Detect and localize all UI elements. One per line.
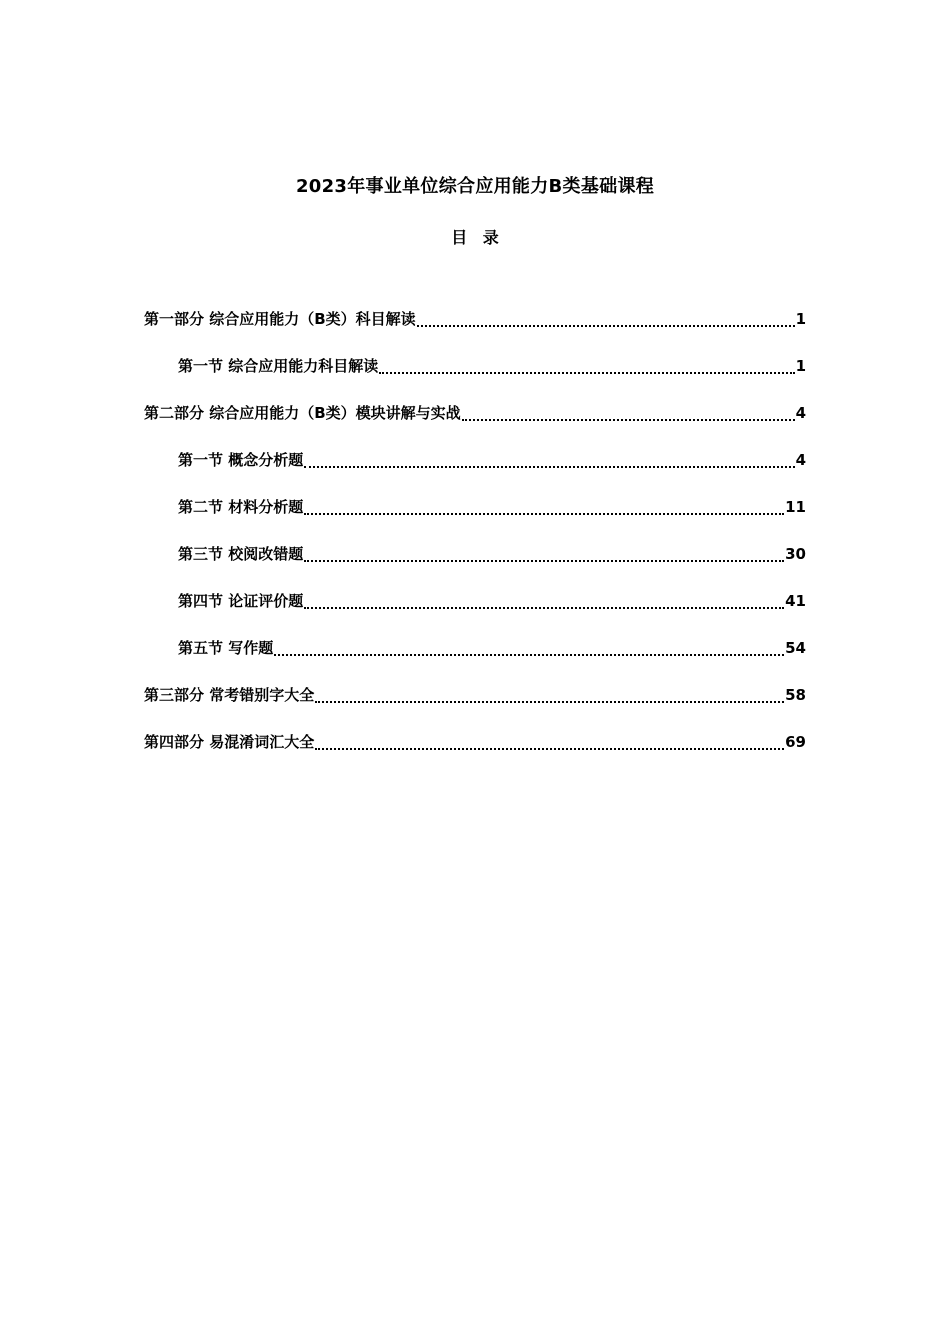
toc-entry-section-2-4[interactable] <box>178 589 806 613</box>
toc-entry-label: 第五节 写作题 <box>178 639 274 657</box>
toc-entry-page: 4 <box>795 451 806 469</box>
toc-entry-page: 30 <box>785 545 806 563</box>
toc-entry-page: 54 <box>785 639 806 657</box>
toc-entry-part-4[interactable] <box>144 730 806 754</box>
toc-entry-page: 1 <box>795 357 806 375</box>
toc-entry-section-2-2[interactable] <box>178 495 806 519</box>
toc-entry-label: 第三节 校阅改错题 <box>178 545 304 563</box>
toc-entry-part-3[interactable] <box>144 683 806 707</box>
toc-entry-label: 第四节 论证评价题 <box>178 592 304 610</box>
toc-entry-part-2[interactable] <box>144 401 806 425</box>
toc-entry-section-2-5[interactable] <box>178 636 806 660</box>
toc-dot-leader <box>304 513 784 515</box>
document-title: 2023年事业单位综合应用能力B类基础课程 <box>295 176 655 197</box>
toc-entry-page: 1 <box>795 310 806 328</box>
toc-entry-page: 69 <box>785 733 806 751</box>
toc-entry-label: 第四部分 易混淆词汇大全 <box>144 733 315 751</box>
toc-dot-leader <box>304 560 784 562</box>
toc-entry-part-1[interactable] <box>144 307 806 331</box>
toc-entry-page: 11 <box>785 498 806 516</box>
toc-entry-label: 第二部分 综合应用能力（B类）模块讲解与实战 <box>144 404 461 422</box>
toc-entry-section-1-1[interactable] <box>178 354 806 378</box>
toc-dot-leader <box>304 607 784 609</box>
toc-dot-leader <box>315 748 784 750</box>
toc-entry-section-2-3[interactable] <box>178 542 806 566</box>
toc-entry-label: 第一部分 综合应用能力（B类）科目解读 <box>144 310 416 328</box>
toc-entry-page: 4 <box>795 404 806 422</box>
toc-dot-leader <box>417 325 795 327</box>
toc-heading: 目 录 <box>451 228 499 247</box>
toc-entry-label: 第三部分 常考错别字大全 <box>144 686 315 704</box>
toc-dot-leader <box>315 701 784 703</box>
toc-dot-leader <box>462 419 795 421</box>
toc-entry-section-2-1[interactable] <box>178 448 806 472</box>
toc-entry-label: 第一节 概念分析题 <box>178 451 304 469</box>
toc-dot-leader <box>274 654 784 656</box>
toc-entry-page: 41 <box>785 592 806 610</box>
toc-dot-leader <box>379 372 794 374</box>
toc-dot-leader <box>304 466 794 468</box>
toc-entry-label: 第一节 综合应用能力科目解读 <box>178 357 379 375</box>
toc-entry-page: 58 <box>785 686 806 704</box>
toc-entry-label: 第二节 材料分析题 <box>178 498 304 516</box>
